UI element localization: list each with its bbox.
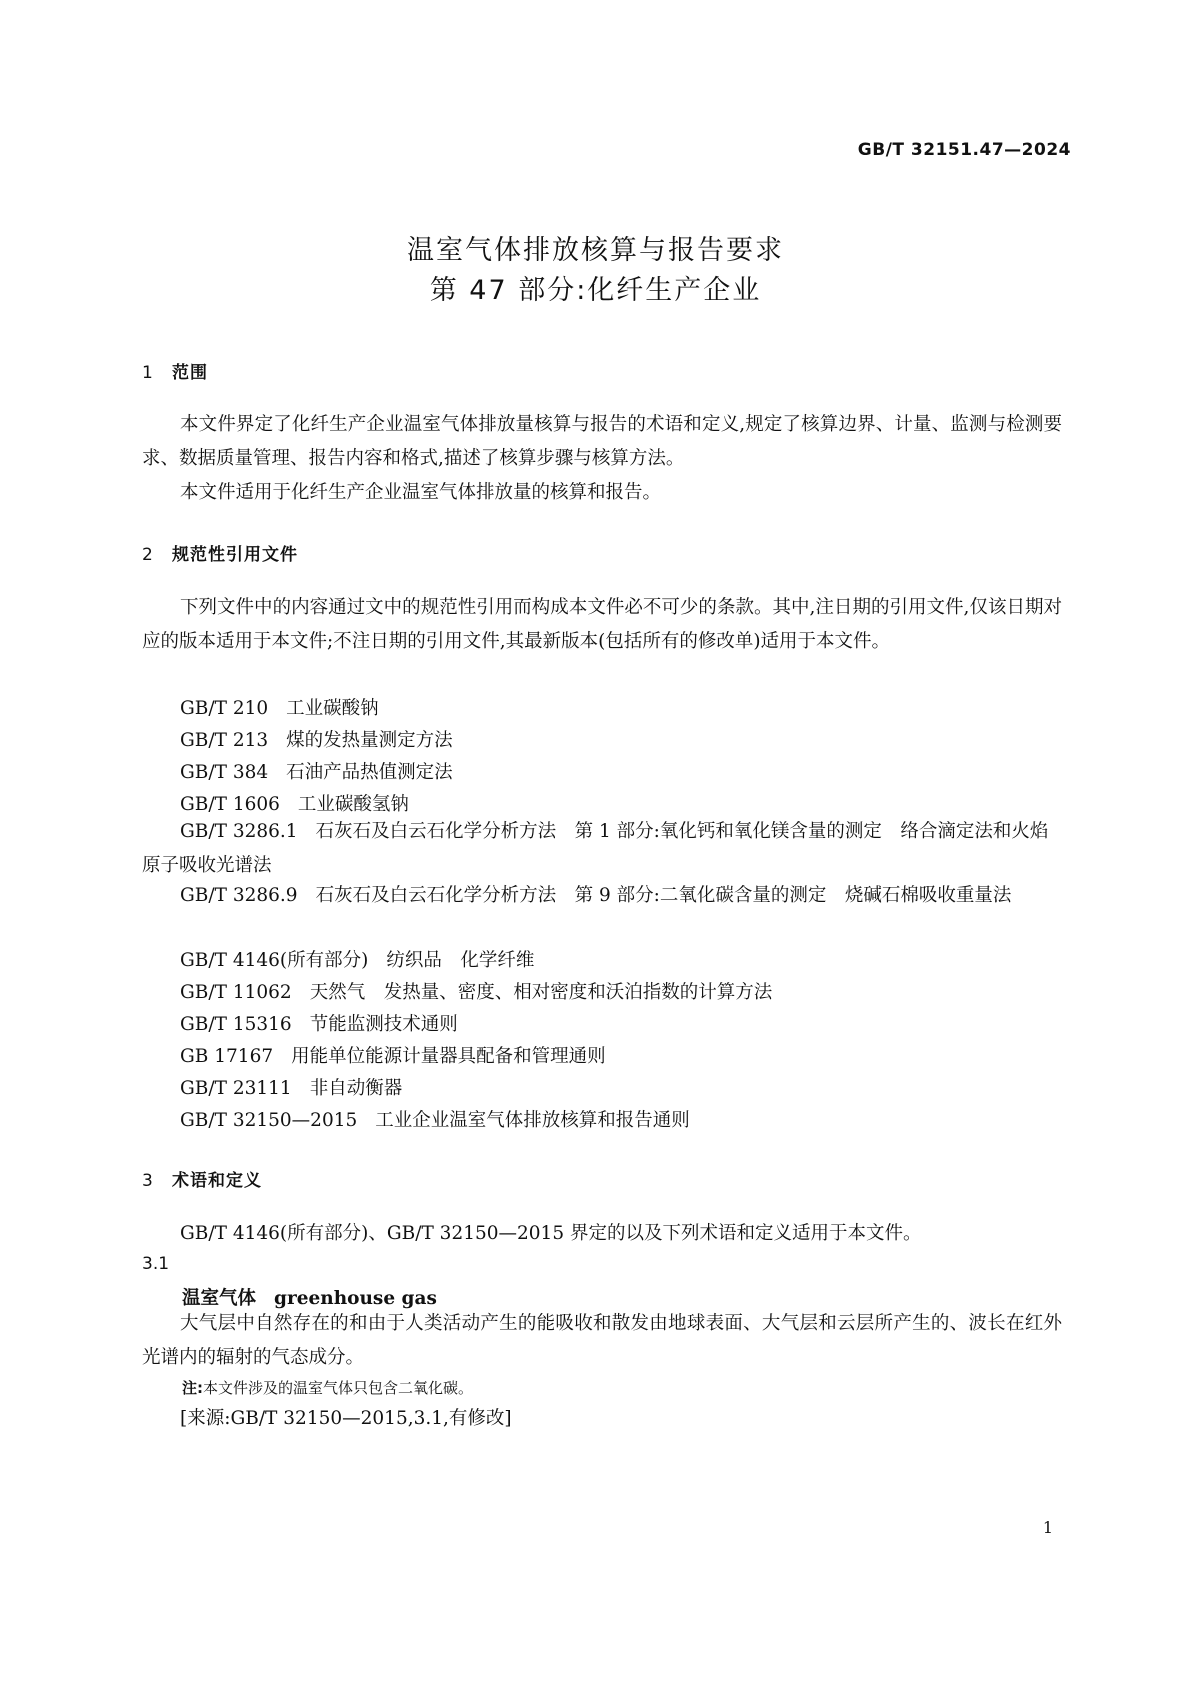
reference-title: 用能单位能源计量器具配备和管理通则	[291, 1046, 606, 1067]
reference-code: GB 17167	[180, 1046, 274, 1067]
term-chinese: 温室气体	[182, 1288, 257, 1309]
section-2-heading	[142, 540, 298, 565]
reference-title: 天然气 发热量、密度、相对密度和沃泊指数的计算方法	[309, 982, 773, 1003]
reference-item	[180, 790, 409, 816]
reference-code: GB/T 3286.1	[180, 821, 298, 842]
reference-code: GB/T 15316	[180, 1014, 292, 1035]
reference-code: GB/T 213	[180, 730, 269, 751]
document-title-line1: 温室气体排放核算与报告要求	[407, 235, 784, 266]
reference-title: 工业碳酸氢钠	[297, 794, 409, 815]
term-english: greenhouse gas	[274, 1288, 437, 1309]
reference-title: 节能监测技术通则	[309, 1014, 458, 1035]
reference-title: 非自动衡器	[309, 1078, 403, 1099]
term-definition: 大气层中自然存在的和由于人类活动产生的能吸收和散发由地球表面、大气层和云层所产生的、波长在红外光谱内的辐射的气态成分。	[142, 1313, 1062, 1368]
reference-item	[180, 946, 534, 972]
section-3-paragraph-1: GB/T 4146(所有部分)、GB/T 32150—2015 界定的以及下列术语和定义适用于本文件。	[180, 1223, 922, 1244]
reference-code: GB/T 1606	[180, 794, 280, 815]
section-title: 术语和定义	[172, 1171, 262, 1191]
reference-code: GB/T 384	[180, 762, 269, 783]
section-1-paragraph-1: 本文件界定了化纤生产企业温室气体排放量核算与报告的术语和定义,规定了核算边界、计量、监测与检测要求、数据质量管理、报告内容和格式,描述了核算步骤与核算方法。	[142, 414, 1062, 469]
section-title: 范围	[172, 363, 208, 383]
section-number: 3	[142, 1171, 154, 1191]
note-text: 本文件涉及的温室气体只包含二氧化碳。	[203, 1379, 474, 1397]
reference-item	[180, 1042, 606, 1068]
standard-code: GB/T 32151.47—2024	[857, 140, 1071, 160]
reference-item	[142, 815, 1062, 883]
reference-code: GB/T 11062	[180, 982, 292, 1003]
reference-title: 石油产品热值测定法	[286, 762, 453, 783]
term-number: 3.1	[142, 1254, 170, 1274]
section-title: 规范性引用文件	[172, 545, 298, 565]
reference-item	[180, 758, 453, 784]
reference-title: 石灰石及白云石化学分析方法 第 1 部分:氧化钙和氧化镁含量的测定 络合滴定法和火焰原子吸收光谱法	[142, 821, 1049, 876]
reference-item	[180, 1074, 402, 1100]
section-1-heading	[142, 358, 208, 383]
reference-title: 工业碳酸钠	[286, 698, 379, 719]
reference-code: GB/T 3286.9	[180, 885, 298, 906]
reference-code: GB/T 4146(所有部分)	[180, 950, 369, 971]
reference-code: GB/T 32150—2015	[180, 1110, 358, 1131]
reference-item	[180, 726, 453, 752]
reference-item	[180, 1106, 690, 1132]
section-3-heading	[142, 1166, 262, 1191]
reference-code: GB/T 210	[180, 698, 269, 719]
section-1-paragraph-2: 本文件适用于化纤生产企业温室气体排放量的核算和报告。	[180, 482, 662, 503]
reference-title: 煤的发热量测定方法	[286, 730, 453, 751]
note-label: 注:	[182, 1379, 203, 1397]
term-note	[182, 1377, 473, 1398]
reference-item	[180, 1010, 458, 1036]
document-title-line2: 第 47 部分:化纤生产企业	[429, 275, 762, 306]
reference-item	[142, 879, 1062, 913]
section-number: 2	[142, 545, 154, 565]
reference-title: 纺织品 化学纤维	[386, 950, 535, 971]
reference-title: 工业企业温室气体排放核算和报告通则	[375, 1110, 690, 1131]
section-2-paragraph-1: 下列文件中的内容通过文中的规范性引用而构成本文件必不可少的条款。其中,注日期的引用文件,仅该日期对应的版本适用于本文件;不注日期的引用文件,其最新版本(包括所有的修改单)适用于本文件。	[142, 597, 1062, 652]
reference-code: GB/T 23111	[180, 1078, 292, 1099]
reference-title: 石灰石及白云石化学分析方法 第 9 部分:二氧化碳含量的测定 烧碱石棉吸收重量法	[315, 885, 1012, 906]
page-number: 1	[1042, 1518, 1053, 1537]
reference-item	[180, 694, 379, 720]
term-source: [来源:GB/T 32150—2015,3.1,有修改]	[180, 1408, 512, 1429]
section-number: 1	[142, 363, 154, 383]
reference-item	[180, 978, 772, 1004]
